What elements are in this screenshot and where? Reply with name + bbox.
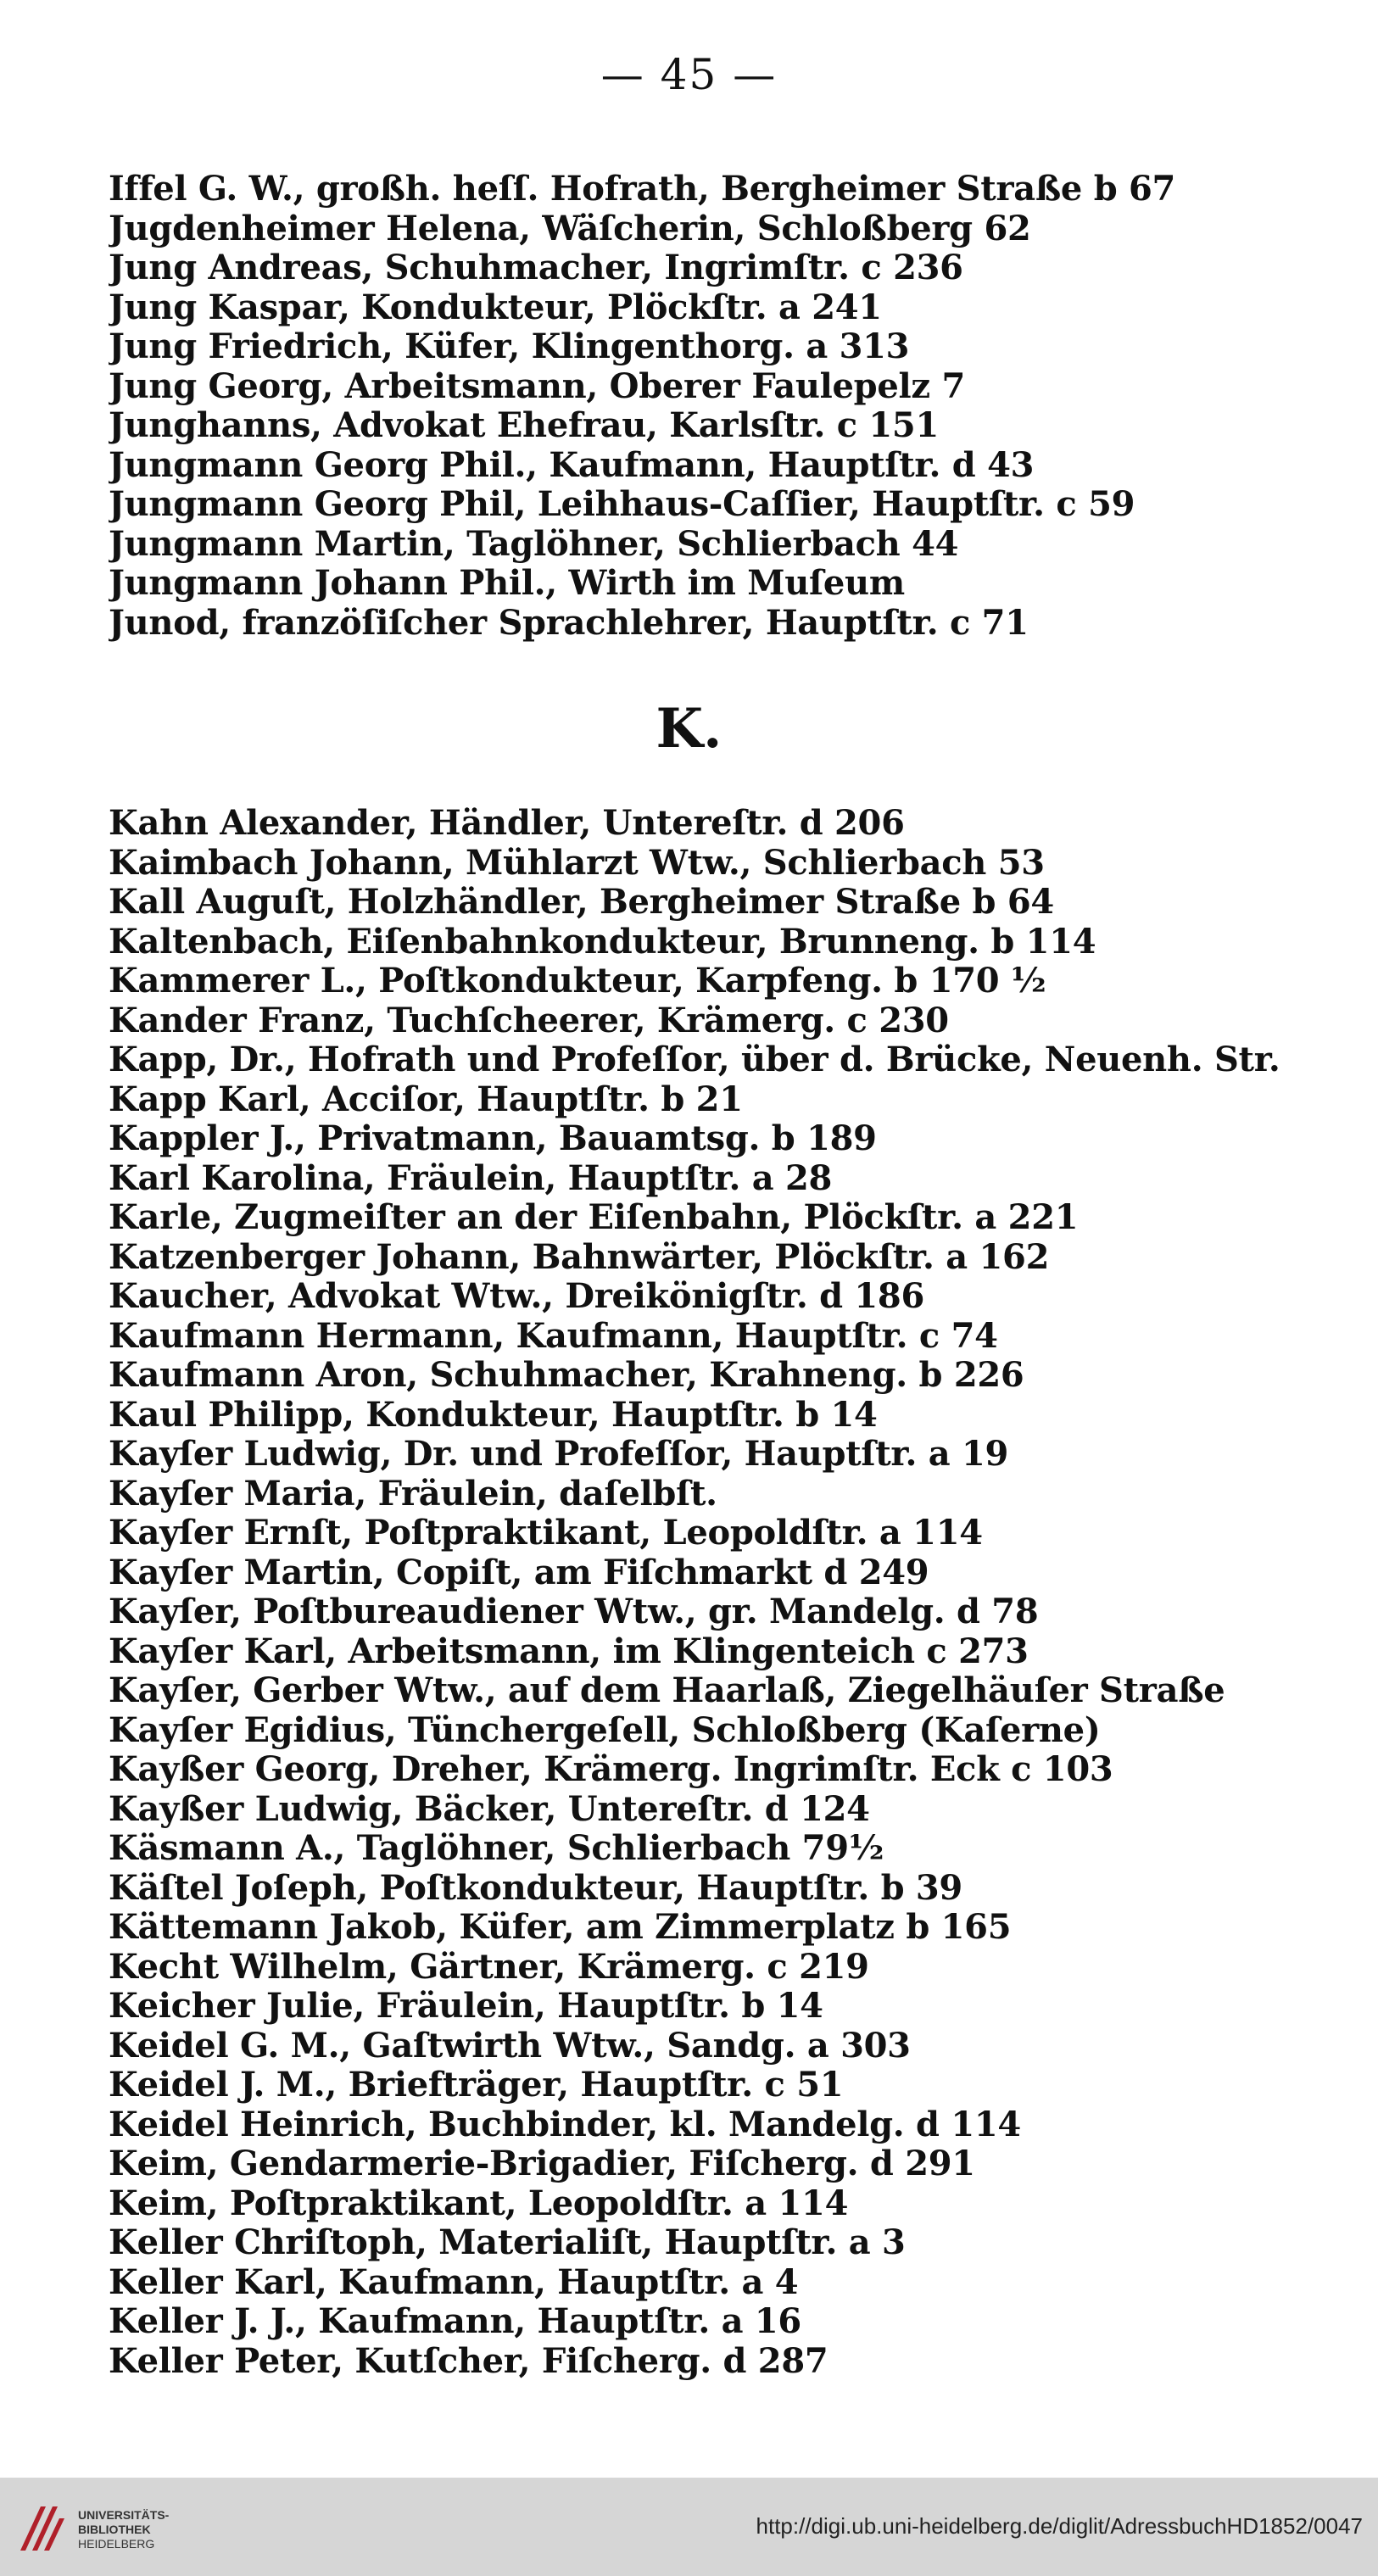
directory-entry: Keller Chriſtoph, Materialiſt, Hauptſtr. a 3 bbox=[109, 2223, 906, 2262]
directory-entry: Keidel J. M., Briefträger, Hauptſtr. c 51 bbox=[109, 2066, 844, 2105]
directory-entry: Kall Auguſt, Holzhändler, Bergheimer Straße b 64 bbox=[109, 883, 1054, 922]
library-logo-text bbox=[78, 2508, 169, 2551]
directory-entry: Keller J. J., Kaufmann, Hauptſtr. a 16 bbox=[109, 2302, 801, 2341]
directory-entry: Kecht Wilhelm, Gärtner, Krämerg. c 219 bbox=[109, 1947, 869, 1987]
section-letter-k: K. bbox=[656, 697, 722, 761]
library-logo[interactable] bbox=[15, 2501, 185, 2556]
directory-entry: Käſtel Joſeph, Poſtkondukteur, Hauptſtr. b 39 bbox=[109, 1868, 962, 1908]
directory-entry: Jungmann Georg Phil, Leihhaus-Caſſier, Hauptſtr. c 59 bbox=[109, 485, 1135, 524]
directory-entry: Kapp Karl, Acciſor, Hauptſtr. b 21 bbox=[109, 1079, 743, 1119]
directory-entry: Jung Georg, Arbeitsmann, Oberer Faulepelz 7 bbox=[109, 366, 965, 406]
logo-line-1: UNIVERSITÄTS- bbox=[78, 2508, 170, 2522]
directory-entry: Keicher Julie, Fräulein, Hauptſtr. b 14 bbox=[109, 1987, 823, 2026]
directory-entry: Iffel G. W., großh. heſſ. Hofrath, Bergheimer Straße b 67 bbox=[109, 170, 1176, 209]
directory-entry: Keidel G. M., Gaſtwirth Wtw., Sandg. a 303 bbox=[109, 2026, 911, 2066]
directory-entry: Käsmann A., Taglöhner, Schlierbach 79½ bbox=[109, 1829, 884, 1868]
directory-entry: Kayſer, Gerber Wtw., auf dem Haarlaß, Ziegelhäuſer Straße bbox=[109, 1671, 1225, 1710]
directory-entry: Kaul Philipp, Kondukteur, Hauptſtr. b 14 bbox=[109, 1395, 878, 1435]
directory-entry: Jungmann Martin, Taglöhner, Schlierbach 44 bbox=[109, 524, 959, 564]
directory-entry: Kayßer Ludwig, Bäcker, Untereſtr. d 124 bbox=[109, 1789, 870, 1829]
logo-line-2: BIBLIOTHEK bbox=[78, 2523, 151, 2536]
directory-entry: Jung Kaspar, Kondukteur, Plöckſtr. a 241 bbox=[109, 287, 882, 327]
directory-entry: Kapp, Dr., Hofrath und Profeſſor, über d. Brücke, Neuenh. Str. bbox=[109, 1040, 1280, 1079]
directory-entry: Kayſer Martin, Copiſt, am Fiſchmarkt d 249 bbox=[109, 1553, 929, 1592]
directory-entry: Kayſer Maria, Fräulein, daſelbſt. bbox=[109, 1474, 717, 1514]
directory-entry: Jugdenheimer Helena, Wäſcherin, Schloßberg 62 bbox=[109, 209, 1031, 248]
directory-entry: Kayſer Egidius, Tünchergeſell, Schloßberg (Kaſerne) bbox=[109, 1710, 1101, 1750]
library-logo-icon bbox=[15, 2501, 70, 2556]
directory-entry: Keller Peter, Kutſcher, Fiſcherg. d 287 bbox=[109, 2341, 828, 2381]
directory-entry: Karle, Zugmeiſter an der Eiſenbahn, Plöckſtr. a 221 bbox=[109, 1198, 1079, 1237]
directory-entry: Kaimbach Johann, Mühlarzt Wtw., Schlierbach 53 bbox=[109, 843, 1045, 883]
directory-entry: Katzenberger Johann, Bahnwärter, Plöckſtr. a 162 bbox=[109, 1237, 1050, 1277]
directory-entry: Kayſer Ludwig, Dr. und Profeſſor, Hauptſtr. a 19 bbox=[109, 1435, 1009, 1474]
directory-entry: Kayſer Ernſt, Poſtpraktikant, Leopoldſtr. a 114 bbox=[109, 1514, 983, 1553]
directory-entry: Kayſer Karl, Arbeitsmann, im Klingenteich c 273 bbox=[109, 1631, 1029, 1671]
directory-entry: Kayßer Georg, Dreher, Krämerg. Ingrimſtr. Eck c 103 bbox=[109, 1750, 1113, 1789]
directory-entry: Kaufmann Hermann, Kaufmann, Hauptſtr. c 74 bbox=[109, 1316, 998, 1356]
entries-list-j bbox=[109, 170, 1364, 643]
directory-entry: Keim, Gendarmerie-Brigadier, Fiſcherg. d 291 bbox=[109, 2144, 975, 2183]
source-url-link[interactable]: http://digi.ub.uni-heidelberg.de/diglit/AdressbuchHD1852/0047 bbox=[756, 2513, 1363, 2539]
directory-entry: Kander Franz, Tuchſcheerer, Krämerg. c 230 bbox=[109, 1001, 949, 1040]
directory-entry: Kaltenbach, Eiſenbahnkondukteur, Brunneng. b 114 bbox=[109, 922, 1096, 962]
logo-line-3: HEIDELBERG bbox=[78, 2537, 155, 2551]
page-number: — 45 — bbox=[600, 50, 778, 99]
directory-entry: Jung Andreas, Schuhmacher, Ingrimſtr. c 236 bbox=[109, 248, 963, 287]
directory-entry: Kaucher, Advokat Wtw., Dreikönigſtr. d 186 bbox=[109, 1277, 924, 1316]
entries-list-k bbox=[109, 804, 1364, 2381]
directory-entry: Keidel Heinrich, Buchbinder, kl. Mandelg. d 114 bbox=[109, 2105, 1021, 2144]
directory-entry: Kappler J., Privatmann, Bauamtsg. b 189 bbox=[109, 1119, 877, 1158]
directory-entry: Kammerer L., Poſtkondukteur, Karpfeng. b 170 ½ bbox=[109, 962, 1046, 1001]
directory-entry: Kaufmann Aron, Schuhmacher, Krahneng. b 226 bbox=[109, 1356, 1024, 1395]
directory-entry: Junod, franzöſiſcher Sprachlehrer, Hauptſtr. c 71 bbox=[109, 603, 1029, 643]
directory-entry: Karl Karolina, Fräulein, Hauptſtr. a 28 bbox=[109, 1158, 833, 1198]
directory-entry: Kahn Alexander, Händler, Untereſtr. d 206 bbox=[109, 804, 905, 843]
directory-entry: Jung Friedrich, Küfer, Klingenthorg. a 313 bbox=[109, 327, 910, 366]
directory-entry: Keller Karl, Kaufmann, Hauptſtr. a 4 bbox=[109, 2262, 799, 2302]
directory-entry: Kayſer, Poſtbureaudiener Wtw., gr. Mandelg. d 78 bbox=[109, 1592, 1039, 1631]
directory-entry: Jungmann Johann Phil., Wirth im Muſeum bbox=[109, 564, 905, 603]
directory-entry: Kättemann Jakob, Küfer, am Zimmerplatz b 165 bbox=[109, 1908, 1012, 1947]
directory-entry: Keim, Poſtpraktikant, Leopoldſtr. a 114 bbox=[109, 2183, 849, 2223]
footer-bar bbox=[0, 2478, 1378, 2576]
directory-entry: Junghanns, Advokat Ehefrau, Karlsſtr. c 151 bbox=[109, 406, 939, 445]
directory-entry: Jungmann Georg Phil., Kaufmann, Hauptſtr. d 43 bbox=[109, 445, 1035, 485]
